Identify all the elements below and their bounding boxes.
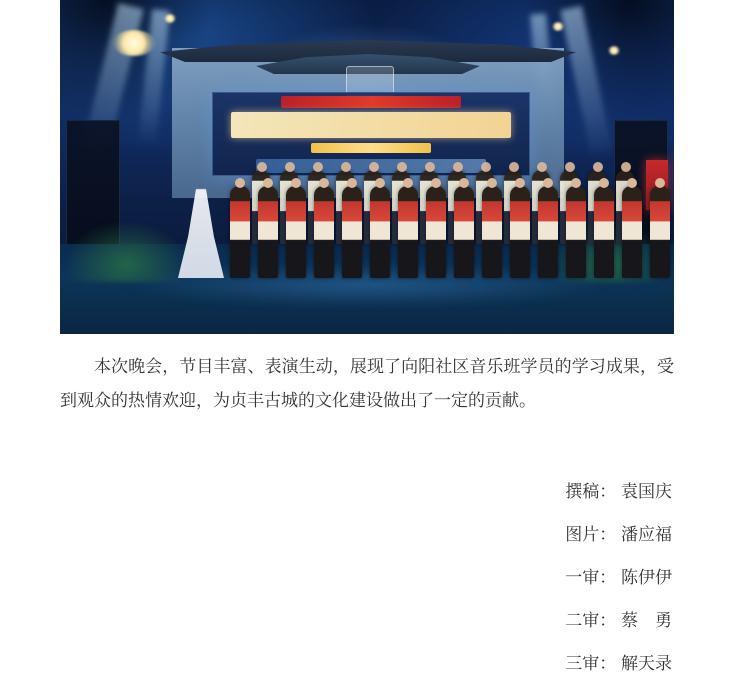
performer	[454, 186, 474, 278]
credits-block	[352, 470, 672, 685]
banner-sub-line	[311, 143, 431, 153]
credit-line-first-reviewer: 一审： 陈伊伊	[565, 568, 672, 587]
performer	[370, 186, 390, 278]
stage-performance-photo	[60, 0, 674, 334]
performer	[594, 186, 614, 278]
article-paragraph: 本次晚会，节目丰富、表演生动，展现了向阳社区音乐班学员的学习成果，受到观众的热情欢迎，为贞丰古城的文化建设做出了一定的贡献。	[60, 357, 674, 410]
performer	[538, 186, 558, 278]
performer-in-white-dress	[178, 174, 224, 278]
performer-group	[156, 168, 674, 278]
performer	[258, 186, 278, 278]
performer	[342, 186, 362, 278]
stage-light	[552, 22, 564, 31]
performer	[230, 186, 250, 278]
photo-scene	[60, 0, 674, 334]
performer	[426, 186, 446, 278]
stage-light	[112, 30, 156, 56]
performer	[398, 186, 418, 278]
performer	[286, 186, 306, 278]
article-body	[60, 350, 674, 418]
banner-main-title	[231, 112, 511, 138]
performer	[566, 186, 586, 278]
performer	[650, 186, 670, 278]
performer	[510, 186, 530, 278]
stage-light	[608, 46, 620, 55]
credit-line-writer: 撰稿： 袁国庆	[565, 482, 672, 501]
stage-light	[164, 14, 176, 23]
credit-line-second-reviewer: 二审： 蔡 勇	[565, 611, 672, 630]
banner-top-line	[281, 96, 461, 108]
performer	[622, 186, 642, 278]
credit-line-third-reviewer: 三审： 解天录	[565, 654, 672, 673]
performer	[482, 186, 502, 278]
credit-line-photographer: 图片： 潘应福	[565, 525, 672, 544]
performer	[314, 186, 334, 278]
